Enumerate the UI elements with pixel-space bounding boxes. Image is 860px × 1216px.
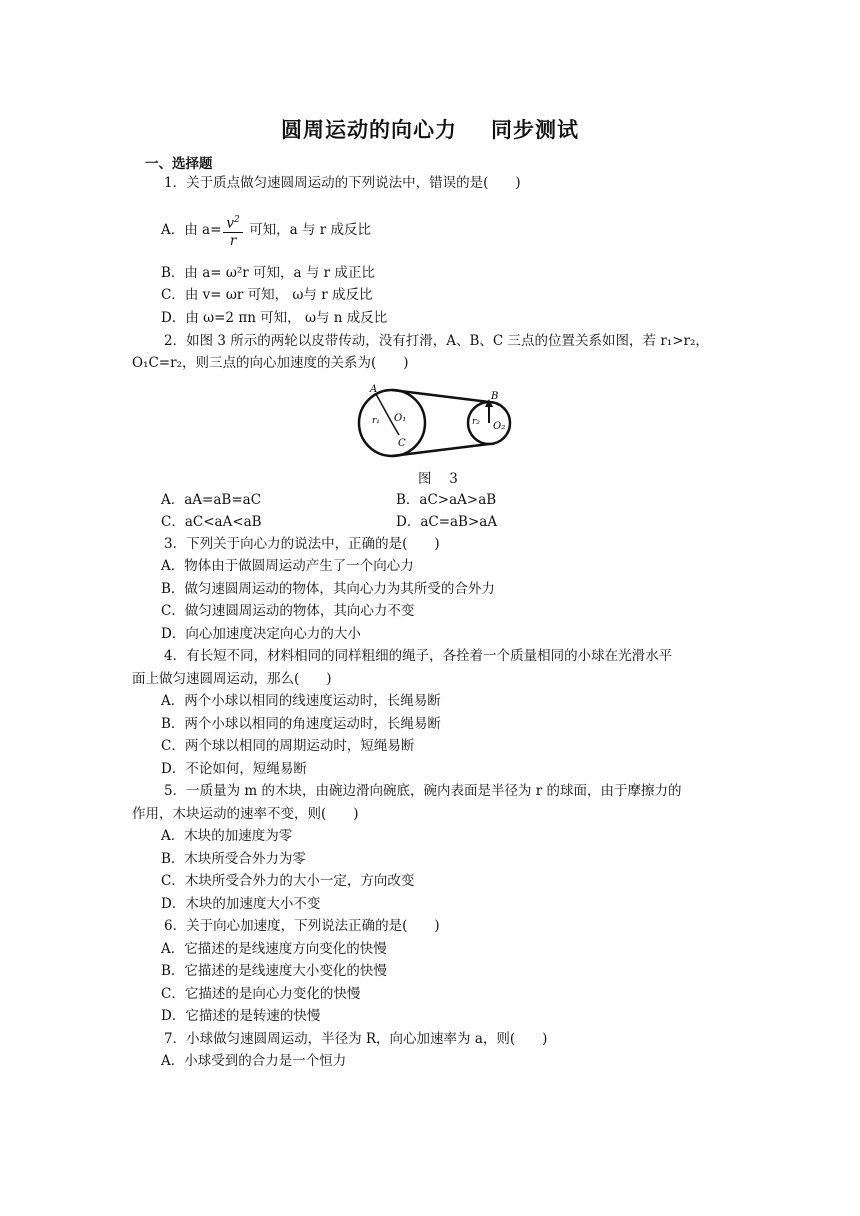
q7-stem: 7．小球做匀速圆周运动，半径为 R，向心加速率为 a，则( ) (164, 1031, 548, 1047)
label-r1: r₁ (372, 416, 380, 426)
fraction-denominator: r (229, 232, 237, 249)
q6-option-d: D．它描述的是转速的快慢 (161, 1008, 321, 1024)
q4-stem-line2: 面上做匀速圆周运动，那么( ) (132, 671, 332, 687)
q6-stem: 6．关于向心加速度，下列说法正确的是( ) (164, 918, 440, 934)
q6-option-a: A．它描述的是线速度方向变化的快慢 (161, 941, 387, 957)
q1-option-d: D．由 ω=2 πn 可知， ω与 n 成反比 (161, 310, 388, 326)
label-a: A (370, 384, 378, 395)
label-o2: O₂ (493, 421, 506, 432)
figure-caption: 图 3 (418, 471, 458, 487)
q5-stem-line2: 作用，木块运动的速率不变，则( ) (132, 806, 359, 822)
q1-stem: 1．关于质点做匀速圆周运动的下列说法中，错误的是( ) (164, 175, 521, 191)
title-main: 圆周运动的向心力 (281, 118, 457, 142)
q1-option-a-suffix: 可知，a 与 r 成反比 (244, 222, 371, 238)
q4-stem-line1: 4．有长短不同，材料相同的同样粗细的绳子，各拴着一个质量相同的小球在光滑水平 (164, 648, 673, 664)
q4-option-d: D．不论如何，短绳易断 (161, 761, 307, 777)
q6-option-b: B．它描述的是线速度大小变化的快慢 (161, 963, 387, 979)
radius-line-c (392, 423, 399, 435)
q3-option-d: D．向心加速度决定向心力的大小 (161, 626, 361, 642)
label-c: C (398, 438, 406, 449)
q2-stem-line1: 2．如图 3 所示的两轮以皮带传动，没有打滑，A、B、C 三点的位置关系如图，若 r₁>r₂， (164, 333, 709, 349)
fraction-v2-over-r (223, 212, 242, 249)
q5-stem-line1: 5．一质量为 m 的木块，由碗边滑向碗底，碗内表面是半径为 r 的球面，由于摩擦力的 (164, 783, 682, 799)
q4-option-b: B．两个小球以相同的角速度运动时，长绳易断 (161, 716, 441, 732)
q4-option-a: A．两个小球以相同的线速度运动时，长绳易断 (161, 693, 441, 709)
label-b: B (491, 391, 499, 402)
q1-option-b: B．由 a= ω²r 可知，a 与 r 成正比 (161, 265, 375, 281)
q6-option-c: C．它描述的是向心力变化的快慢 (161, 986, 361, 1002)
q2-option-d: D．aC=aB>aA (396, 514, 498, 530)
q5-option-b: B．木块所受合外力为零 (161, 851, 306, 867)
q2-option-b: B．aC>aA>aB (396, 492, 497, 508)
q3-option-c: C．做匀速圆周运动的物体，其向心力不变 (161, 603, 415, 619)
belt-top (392, 390, 489, 402)
label-o1: O₁ (394, 413, 407, 424)
belt-bottom (392, 444, 489, 456)
section-heading: 一、选择题 (145, 156, 213, 172)
belt-pulley-figure (354, 383, 514, 463)
q7-option-a: A．小球受到的合力是一个恒力 (161, 1053, 347, 1069)
fraction-exponent: 2 (234, 215, 240, 226)
q1-option-a (161, 212, 371, 249)
label-r2: r₂ (472, 417, 480, 427)
q3-option-b: B．做匀速圆周运动的物体，其向心力为其所受的合外力 (161, 581, 495, 597)
q3-stem: 3．下列关于向心力的说法中，正确的是( ) (164, 536, 440, 552)
q5-option-d: D．木块的加速度大小不变 (161, 896, 321, 912)
q2-stem-line2: O₁C=r₂，则三点的向心加速度的关系为( ) (132, 355, 409, 371)
q2-option-a: A．aA=aB=aC (161, 492, 262, 508)
q1-option-a-prefix: A．由 a= (161, 222, 222, 238)
q5-option-c: C．木块所受合外力的大小一定，方向改变 (161, 873, 415, 889)
title-sub: 同步测试 (491, 118, 579, 142)
q2-option-c: C．aC<aA<aB (161, 514, 262, 530)
q4-option-c: C．两个球以相同的周期运动时，短绳易断 (161, 738, 415, 754)
q5-option-a: A．木块的加速度为零 (161, 828, 293, 844)
fraction-numerator: v (226, 215, 235, 232)
q1-option-c: C．由 v= ωr 可知， ω与 r 成反比 (161, 287, 373, 303)
q3-option-a: A．物体由于做圆周运动产生了一个向心力 (161, 558, 414, 574)
page-title (0, 114, 860, 144)
